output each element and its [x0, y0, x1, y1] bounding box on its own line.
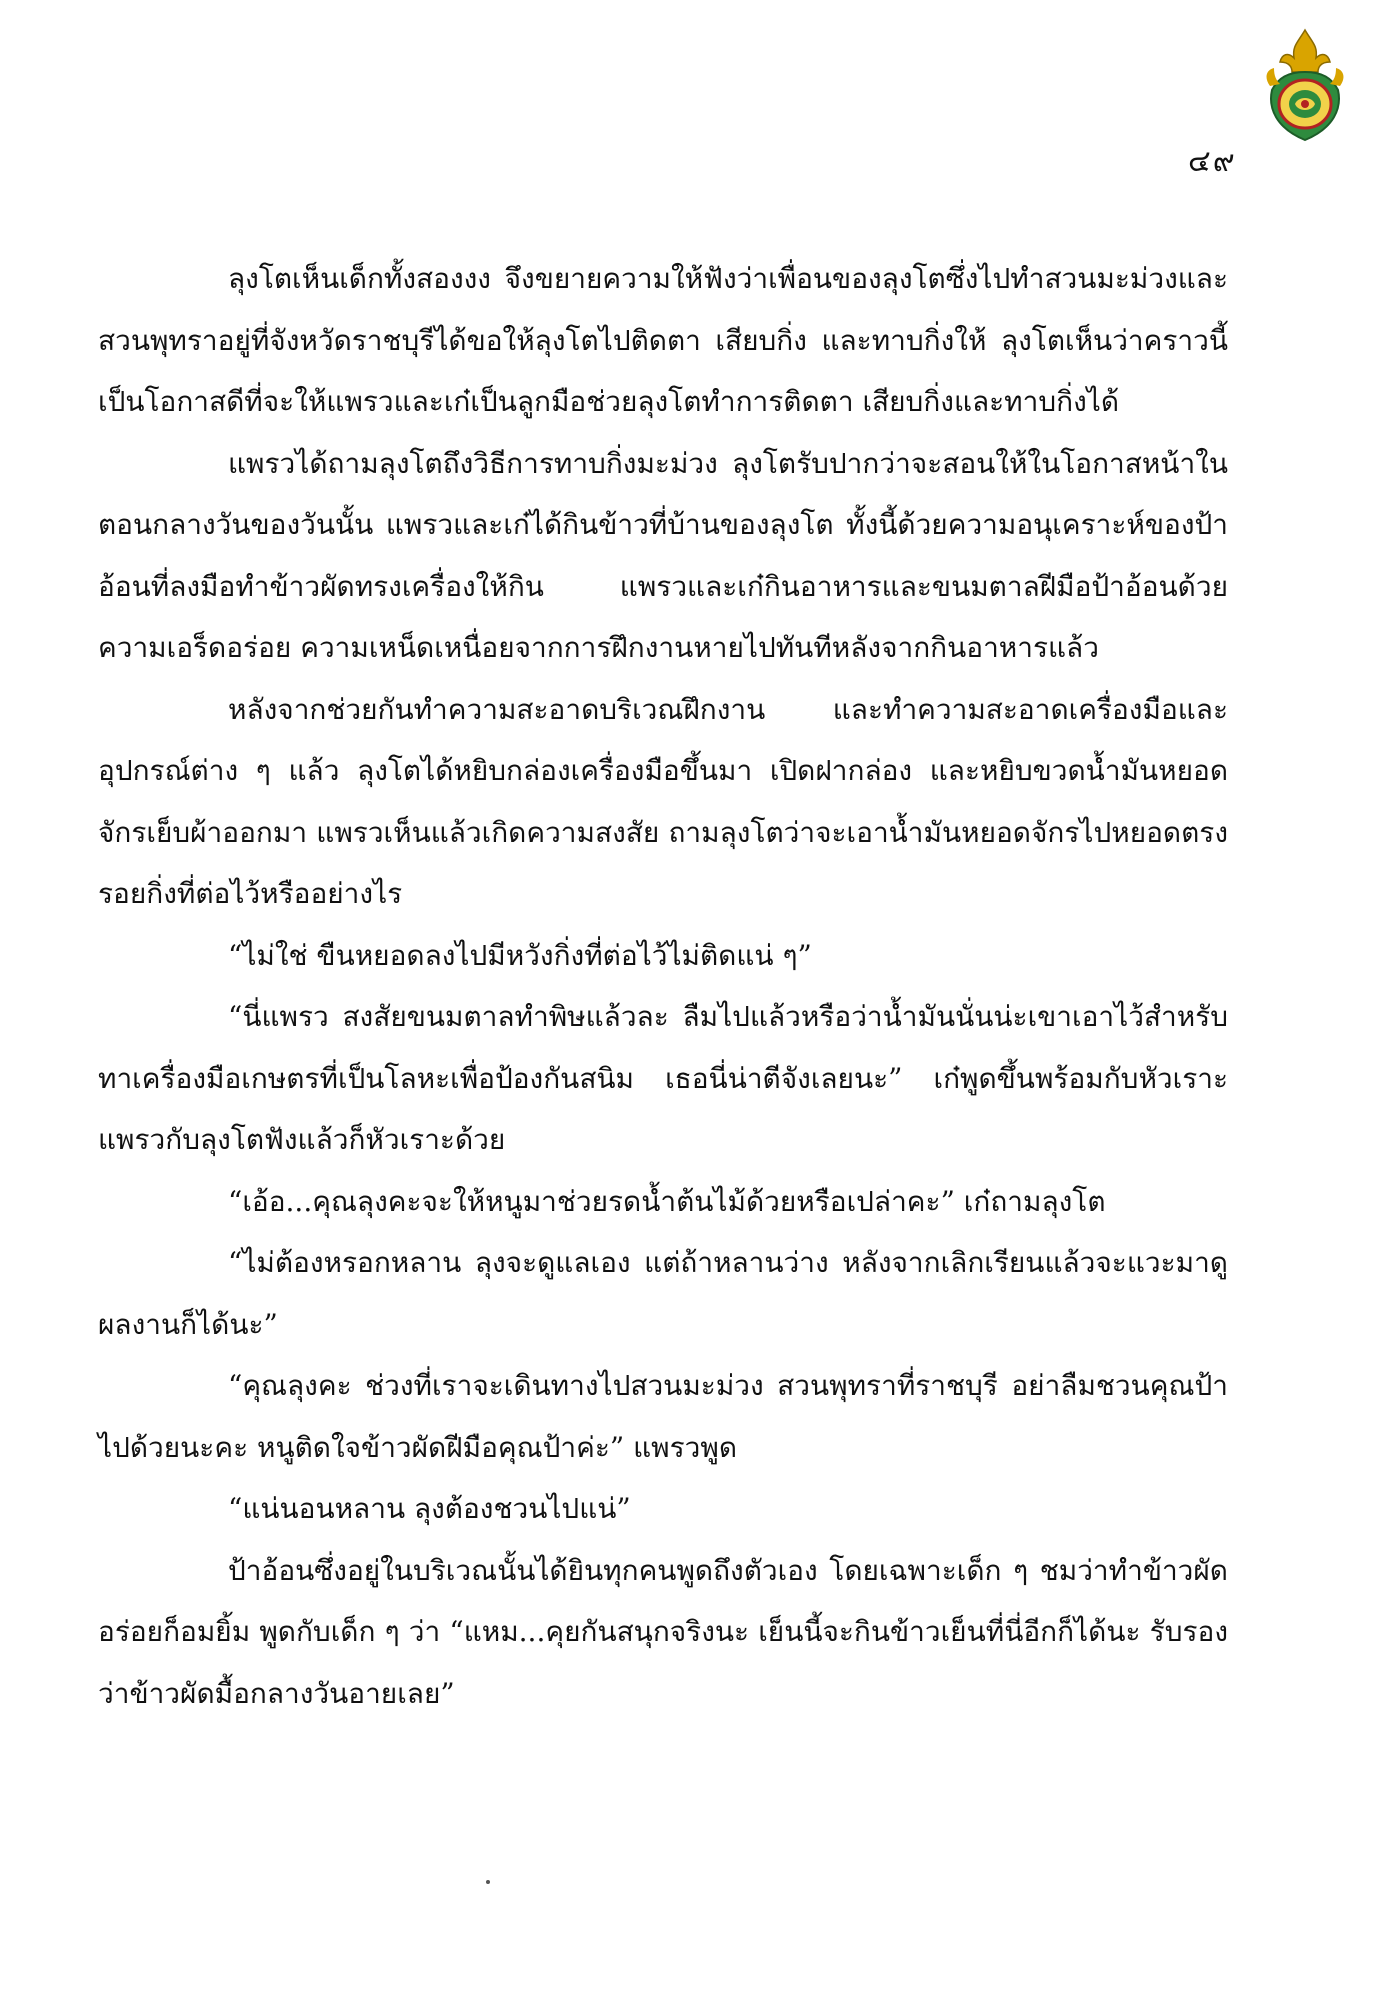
dialogue-paragraph: “นี่แพรว สงสัยขนมตาลทำพิษแล้วละ ลืมไปแล้วหรือว่าน้ำมันนั่นน่ะเขาเอาไว้สำหรับทาเครื่องมือเกษตรที่เป็นโลหะเพื่อป้องกันสนิม เธอนี่น่าตีจังเลยนะ” เก๋พูดขึ้นพร้อมกับหัวเราะ แพรวกับลุงโตฟังแล้วก็หัวเราะด้วย: [98, 1000, 1228, 1156]
dialogue-paragraph: “ไม่ใช่ ขืนหยอดลงไปมีหวังกิ่งที่ต่อไว้ไม่ติดแน่ ๆ”: [228, 938, 812, 972]
scan-speck: [486, 1880, 490, 1884]
body-text: [98, 248, 1228, 1724]
school-emblem-icon: [1262, 28, 1348, 144]
dialogue-paragraph: “เอ้อ...คุณลุงคะจะให้หนูมาช่วยรดน้ำต้นไม้ด้วยหรือเปล่าคะ” เก๋ถามลุงโต: [228, 1184, 1106, 1218]
paragraph: ป้าอ้อนซึ่งอยู่ในบริเวณนั้นได้ยินทุกคนพูดถึงตัวเอง โดยเฉพาะเด็ก ๆ ชมว่าทำข้าวผัดอร่อยก็อมยิ้ม พูดกับเด็ก ๆ ว่า “แหม...คุยกันสนุกจริงนะ เย็นนี้จะกินข้าวเย็นที่นี่อีกก็ได้นะ รับรองว่าข้าวผัดมื้อกลางวันอายเลย”: [98, 1553, 1228, 1710]
dialogue-paragraph: “ไม่ต้องหรอกหลาน ลุงจะดูแลเอง แต่ถ้าหลานว่าง หลังจากเลิกเรียนแล้วจะแวะมาดูผลงานก็ได้นะ”: [98, 1246, 1228, 1341]
paragraph: ลุงโตเห็นเด็กทั้งสองงง จึงขยายความให้ฟังว่าเพื่อนของลุงโตซึ่งไปทำสวนมะม่วงและสวนพุทราอยู่ที่จังหวัดราชบุรีได้ขอให้ลุงโตไปติดตา เสียบกิ่ง และทาบกิ่งให้ ลุงโตเห็นว่าคราวนี้เป็นโอกาสดีที่จะให้แพรวและเก๋เป็นลูกมือช่วยลุงโตทำการติดตา เสียบกิ่งและทาบกิ่งได้: [98, 262, 1228, 418]
dialogue-paragraph: “แน่นอนหลาน ลุงต้องชวนไปแน่”: [228, 1492, 631, 1525]
page-number: ๔๙: [1188, 144, 1237, 179]
paragraph: หลังจากช่วยกันทำความสะอาดบริเวณฝึกงาน และทำความสะอาดเครื่องมือและอุปกรณ์ต่าง ๆ แล้ว ลุงโตได้หยิบกล่องเครื่องมือขึ้นมา เปิดฝากล่อง และหยิบขวดน้ำมันหยอดจักรเย็บผ้าออกมา แพรวเห็นแล้วเกิดความสงสัย ถามลุงโตว่าจะเอาน้ำมันหยอดจักรไปหยอดตรงรอยกิ่งที่ต่อไว้หรืออย่างไร: [98, 692, 1228, 910]
paragraph: แพรวได้ถามลุงโตถึงวิธีการทาบกิ่งมะม่วง ลุงโตรับปากว่าจะสอนให้ในโอกาสหน้าในตอนกลางวันของวันนั้น แพรวและเก๋ได้กินข้าวที่บ้านของลุงโต ทั้งนี้ด้วยความอนุเคราะห์ของป้าอ้อนที่ลงมือทำข้าวผัดทรงเครื่องให้กิน แพรวและเก๋กินอาหารและขนมตาลฝีมือป้าอ้อนด้วยความเอร็ดอร่อย ความเหน็ดเหนื่อยจากการฝึกงานหายไปทันทีหลังจากกินอาหารแล้ว: [98, 446, 1228, 664]
dialogue-paragraph: “คุณลุงคะ ช่วงที่เราจะเดินทางไปสวนมะม่วง สวนพุทราที่ราชบุรี อย่าลืมชวนคุณป้าไปด้วยนะคะ หนูติดใจข้าวผัดฝีมือคุณป้าค่ะ” แพรวพูด: [98, 1369, 1228, 1464]
